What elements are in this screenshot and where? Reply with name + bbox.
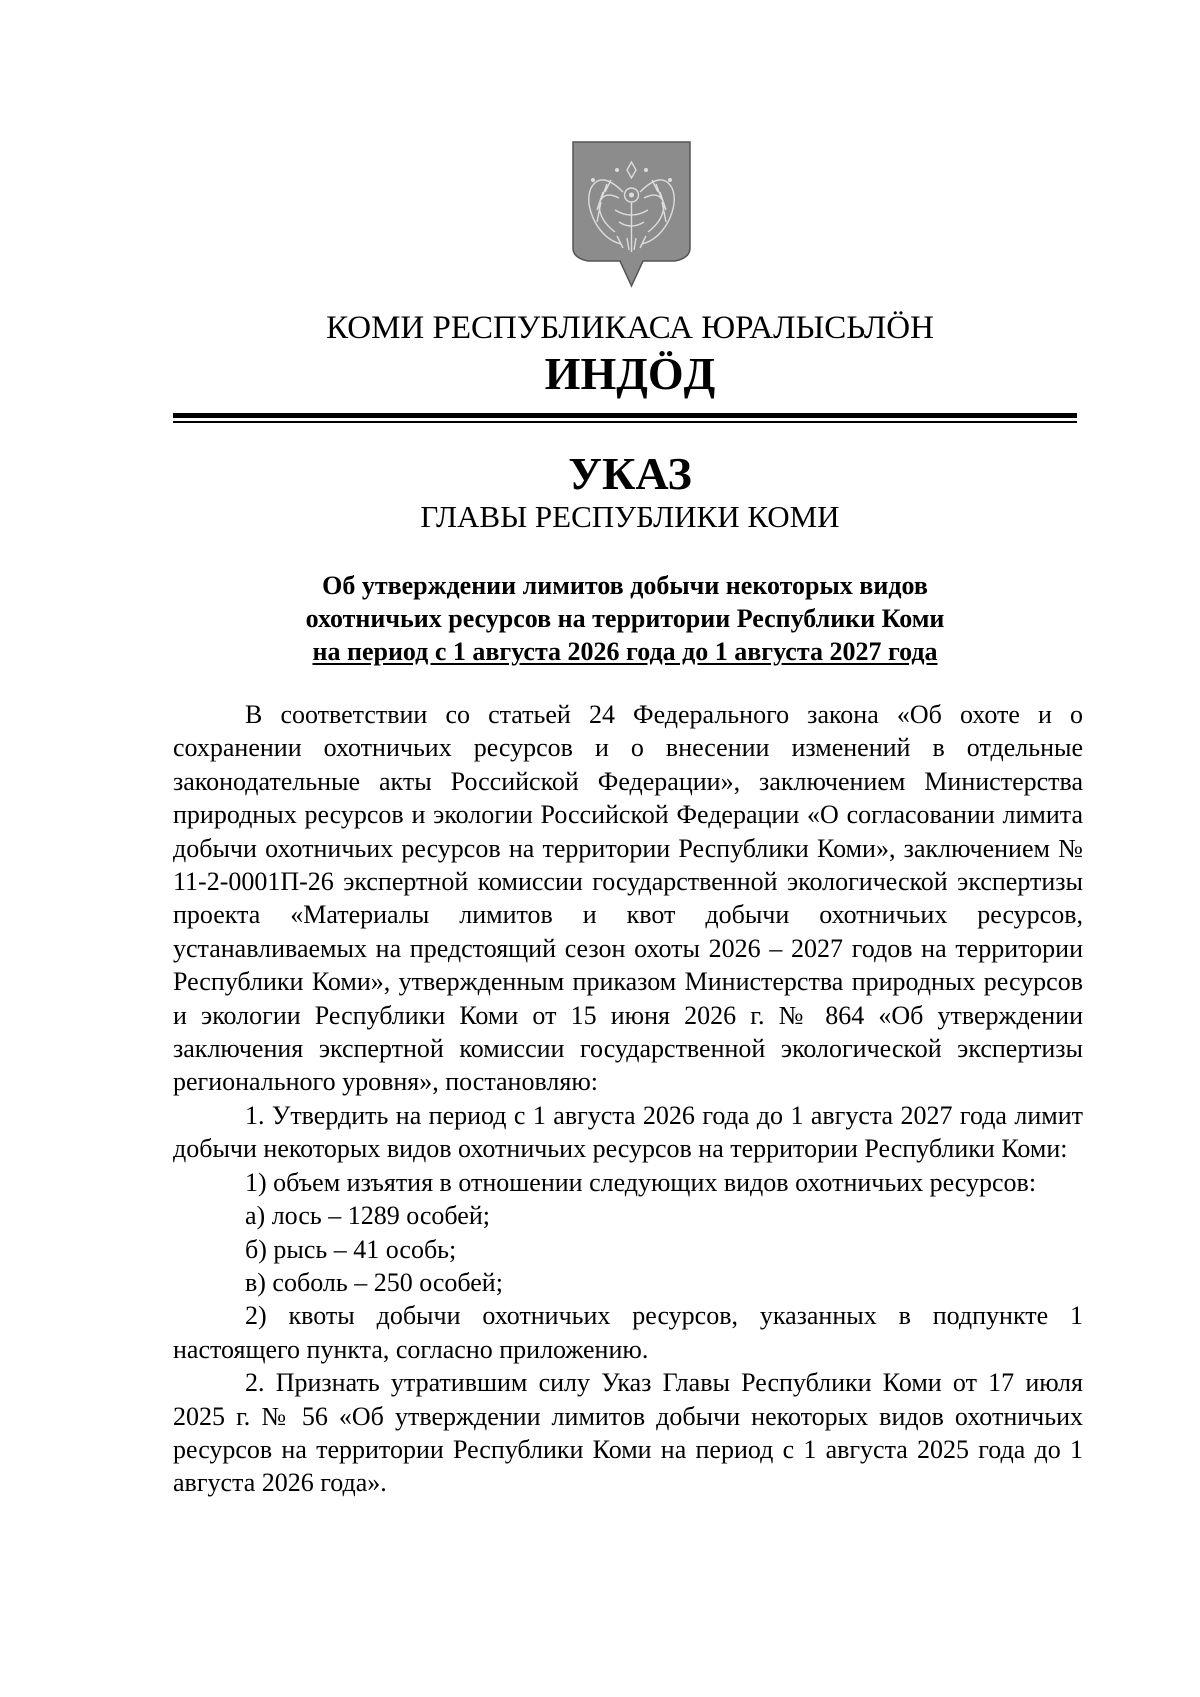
header-divider-thin xyxy=(173,421,1077,423)
title-line-1: Об утверждении лимитов добычи некоторых видов xyxy=(322,571,928,600)
subitem-1-paragraph: 1) объем изъятия в отношении следующих видов охотничьих ресурсов: xyxy=(245,1167,1037,1197)
issuer-heading: ГЛАВЫ РЕСПУБЛИКИ КОМИ xyxy=(420,499,840,534)
subitem-1-a: а) лось – 1289 особей; xyxy=(245,1201,490,1231)
subitem-2-paragraph: 2) квоты добычи охотничьих ресурсов, указанных в подпункте 1 настоящего пункта, согласно приложению. xyxy=(173,1301,1083,1364)
indod-heading: ИНДӦД xyxy=(544,348,716,399)
title-line-3-text: на период с 1 августа 2026 года до 1 августа 2027 года xyxy=(312,637,938,666)
title-line-2: охотничьих ресурсов на территории Республики Коми xyxy=(305,604,945,633)
title-line-3 xyxy=(173,635,1077,668)
coat-of-arms-icon xyxy=(571,140,692,288)
item-1-paragraph: 1. Утвердить на период с 1 августа 2026 года до 1 августа 2027 года лимит добычи некоторых видов охотничьих ресурсов на территории Республики Коми: xyxy=(173,1100,1083,1164)
item-2-paragraph: 2. Признать утратившим силу Указ Главы Республики Коми от 17 июля 2025 г. № 56 «Об утверждении лимитов добычи некоторых видов охотничьих ресурсов на территории Республики Коми на период с 1 августа 2025 года до 1 августа 2026 года». xyxy=(173,1368,1083,1498)
preamble-paragraph: В соответствии со статьей 24 Федерального закона «Об охоте и о сохранении охотничьих ресурсов и о внесении изменений в отдельные законодательные акты Российской Федерации», заключением Министерства природных ресурсов и экологии Российской Федерации «О согласовании лимита добычи охотничьих ресурсов на территории Республики Коми», заключением № 11-2-0001П-26 экспертной комиссии государственной экологической экспертизы проекта «Материалы лимитов и квот добычи охотничьих ресурсов, устанавливаемых на предстоящий сезон охоты 2026 – 2027 годов на территории Республики Коми», утвержденным приказом Министерства природных ресурсов и экологии Республики Коми от 15 июня 2026 г. № 864 «Об утверждении заключения экспертной комиссии государственной экологической экспертизы регионального уровня», постановляю: xyxy=(173,700,1083,1097)
subitem-1-c: в) соболь – 250 особей; xyxy=(245,1267,503,1297)
document-title xyxy=(173,569,1077,668)
document-body xyxy=(173,698,1083,1500)
subitem-1-b: б) рысь – 41 особь; xyxy=(245,1234,457,1264)
document-type-heading: УКАЗ xyxy=(568,448,692,499)
header-divider-thick xyxy=(173,413,1077,418)
komi-header-line: КОМИ РЕСПУБЛИКАСА ЮРАЛЫСЬЛӦН xyxy=(326,310,934,346)
